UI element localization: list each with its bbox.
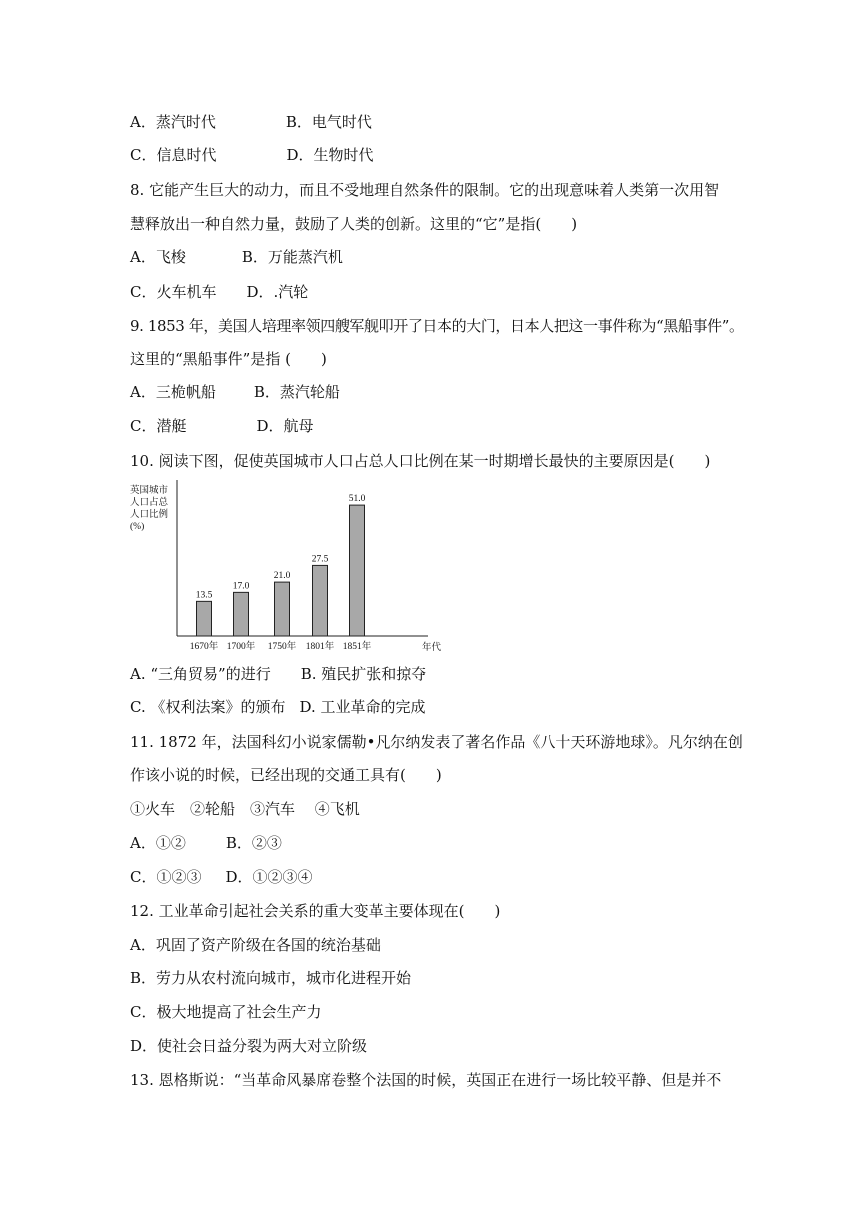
q9-stem-line-1: 9. 1853 年，美国人培理率领四艘军舰叩开了日本的大门，日本人把这一事件称为“黑船事件”。 (130, 317, 744, 335)
q10-options-row-2 (130, 697, 426, 717)
chart-y-label-line: 人口比例 (130, 510, 169, 520)
q12-option-a: A．巩固了资产阶级在各国的统治基础 (130, 936, 381, 954)
q11-option-a: A．①② (130, 834, 186, 852)
q9-option-b: B．蒸汽轮船 (253, 383, 340, 401)
q7-option-a: A．蒸汽时代 (130, 113, 216, 131)
q8-option-d: D．.汽轮 (246, 283, 309, 301)
q7-options-row-2 (130, 145, 374, 165)
q10-option-d: D. 工业革命的完成 (299, 698, 426, 716)
q11-option-c: C．①②③ (130, 868, 202, 886)
q7-options-row-1 (130, 112, 372, 132)
q11-items: ①火车 ②轮船 ③汽车 ④飞机 (130, 800, 360, 818)
q9-options-row-2 (130, 416, 314, 436)
chart-x-tick-label: 1750年 (267, 642, 297, 652)
chart-bar (313, 565, 328, 636)
chart-x-tick-label: 1801年 (305, 642, 335, 652)
q11-option-d: D．①②③④ (225, 868, 313, 886)
chart-y-label-line: 英国城市 (130, 486, 169, 496)
q12-option-c: C．极大地提高了社会生产力 (130, 1003, 322, 1021)
chart-bar (350, 505, 365, 636)
chart-bar (197, 601, 212, 636)
q11-options-row-1 (130, 833, 282, 853)
q7-option-d: D．生物时代 (286, 146, 374, 164)
urban-population-bar-chart (128, 478, 458, 654)
chart-value-label: 51.0 (348, 494, 366, 505)
q8-options-row-2 (130, 282, 308, 302)
q11-option-b: B．②③ (225, 834, 282, 852)
chart-value-label: 13.5 (195, 590, 213, 601)
q11-stem-line-2: 作该小说的时候，已经出现的交通工具有( ) (130, 766, 442, 784)
chart-bar (275, 582, 290, 636)
q9-options-row-1 (130, 382, 340, 402)
q8-stem-line-1: 8. 它能产生巨大的动力，而且不受地理自然条件的限制。它的出现意味着人类第一次用智 (130, 181, 720, 199)
q11-options-row-2 (130, 867, 313, 887)
q7-option-b: B．电气时代 (285, 113, 372, 131)
q10-stem: 10. 阅读下图，促使英国城市人口占总人口比例在某一时期增长最快的主要原因是( ) (130, 452, 711, 470)
q9-option-c: C．潜艇 (130, 417, 187, 435)
chart-y-label-line: (%) (130, 522, 145, 532)
chart-x-label: 年代 (422, 643, 442, 653)
chart-x-tick-label: 1700年 (226, 642, 256, 652)
chart-value-label: 17.0 (232, 581, 250, 592)
chart-x-tick-label: 1851年 (342, 642, 372, 652)
q9-option-a: A．三桅帆船 (130, 383, 216, 401)
q8-options-row-1 (130, 247, 343, 267)
q10-option-b: B. 殖民扩张和掠夺 (300, 665, 427, 683)
q9-option-d: D．航母 (256, 417, 314, 435)
chart-bars (190, 494, 372, 652)
q10-option-a: A. “三角贸易”的进行 (130, 665, 271, 683)
q8-stem-line-2: 慧释放出一种自然力量，鼓励了人类的创新。这里的“它”是指( ) (130, 215, 578, 233)
q10-options-row-1 (130, 664, 426, 684)
chart-bar (234, 592, 249, 636)
q7-option-c: C．信息时代 (130, 146, 217, 164)
chart-value-label: 27.5 (311, 554, 329, 565)
chart-x-tick-label: 1670年 (189, 642, 219, 652)
q11-stem-line-1: 11. 1872 年，法国科幻小说家儒勒•凡尔纳发表了著名作品《八十天环游地球》。凡尔纳在创 (130, 733, 743, 751)
q12-stem: 12. 工业革命引起社会关系的重大变革主要体现在( ) (130, 902, 501, 920)
q13-stem-line-1: 13. 恩格斯说：“当革命风暴席卷整个法国的时候，英国正在进行一场比较平静、但是并不 (130, 1071, 722, 1089)
q8-option-c: C．火车机车 (130, 283, 217, 301)
chart-y-label-line: 人口占总 (130, 498, 169, 508)
q10-option-c: C. 《权利法案》的颁布 (130, 698, 286, 716)
chart-value-label: 21.0 (273, 571, 291, 582)
q8-option-b: B．万能蒸汽机 (241, 248, 343, 266)
chart-y-label (130, 484, 169, 532)
q8-option-a: A．飞梭 (130, 248, 186, 266)
q12-option-b: B．劳力从农村流向城市，城市化进程开始 (130, 969, 412, 987)
q9-stem-line-2: 这里的“黑船事件”是指 ( ) (130, 350, 327, 368)
q12-option-d: D．使社会日益分裂为两大对立阶级 (130, 1037, 368, 1055)
